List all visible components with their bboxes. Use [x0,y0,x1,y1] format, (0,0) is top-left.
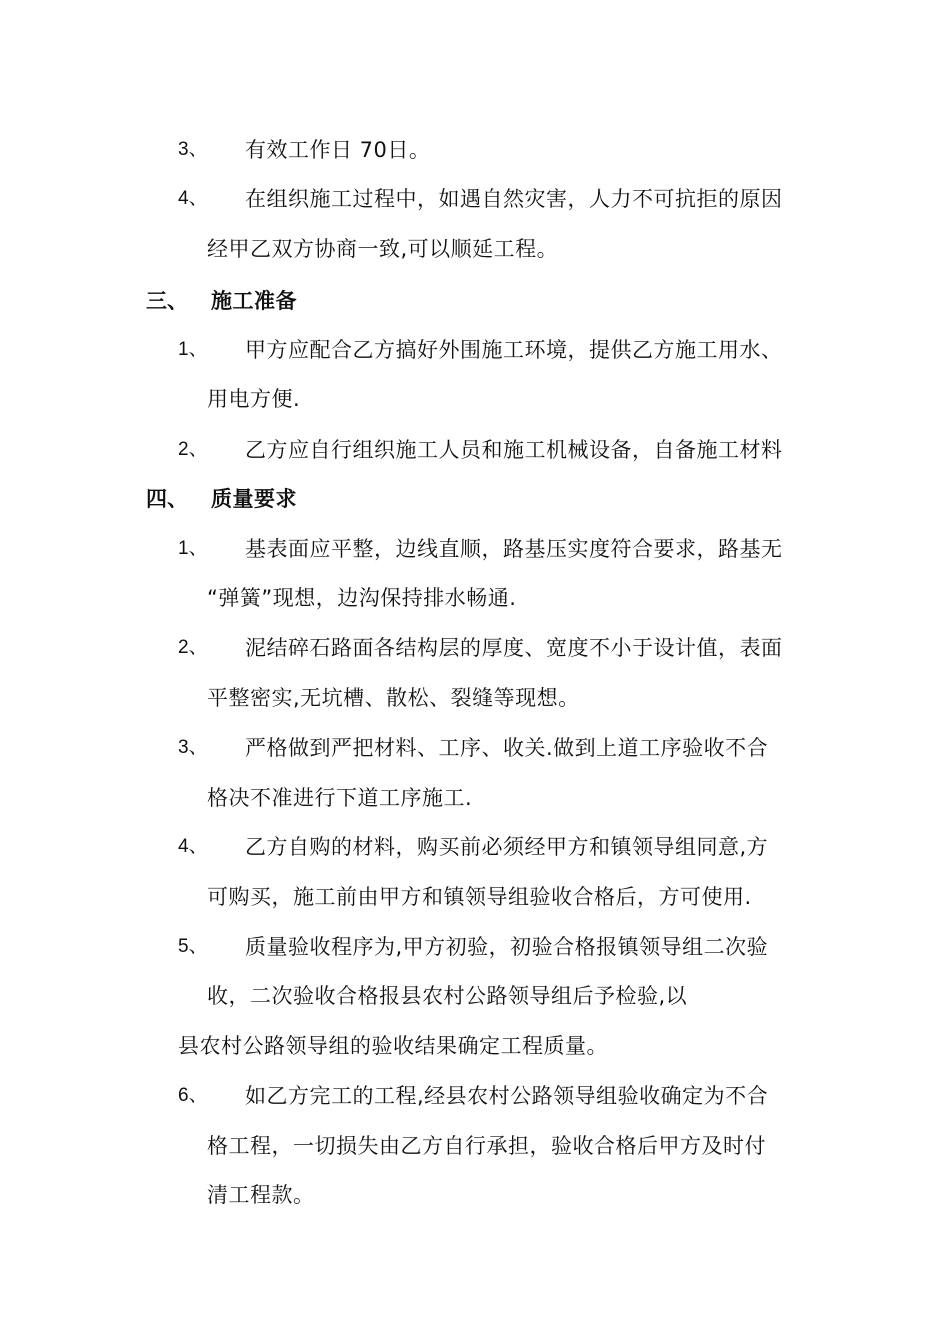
list-number: 3、 [178,737,208,758]
section-number: 四、 [146,487,188,511]
list-item-text: 用电方便. [207,387,301,411]
list-item-text: 县农村公路领导组的验收结果确定工程质量。 [178,1034,608,1058]
section-heading: 施工准备 [211,289,297,313]
list-number: 2、 [178,439,208,460]
list-number: 6、 [178,1085,208,1106]
list-item-text: 可购买，施工前由甲方和镇领导组验收合格后，方可使用. [207,885,752,909]
list-item-text: 有效工作日 70日。 [245,138,431,162]
list-item-text: 在组织施工过程中，如遇自然灾害，人力不可抗拒的原因 [245,187,783,211]
list-number: 4、 [178,836,208,857]
list-item-text: 泥结碎石路面各结构层的厚度、宽度不小于设计值，表面 [245,636,783,660]
list-number: 4、 [178,188,208,209]
list-item-text: 经甲乙双方协商一致,可以顺延工程。 [207,237,559,261]
list-item-text: 如乙方完工的工程,经县农村公路领导组验收确定为不合 [245,1084,769,1108]
list-number: 1、 [178,339,208,360]
list-item-text: 格工程，一切损失由乙方自行承担，验收合格后甲方及时付 [207,1134,766,1158]
list-item-text: 严格做到严把材料、工序、收关.做到上道工序验收不合 [245,736,769,760]
list-number: 5、 [178,936,208,957]
section-heading: 质量要求 [211,487,297,511]
list-number: 2、 [178,637,208,658]
list-item-text: 乙方自购的材料，购买前必须经甲方和镇领导组同意,方 [245,835,769,859]
list-item-text: 甲方应配合乙方搞好外围施工环境，提供乙方施工用水、 [245,338,783,362]
list-number: 3、 [178,139,208,160]
list-number: 1、 [178,538,208,559]
list-item-text: 格决不准进行下道工序施工. [207,786,473,810]
list-item-text: 收，二次验收合格报县农村公路领导组后予检验,以 [207,984,688,1008]
list-item-text: 清工程款。 [207,1183,315,1207]
list-item-text: 平整密实,无坑槽、散松、裂缝等现想。 [207,686,580,710]
list-item-text: 质量验收程序为,甲方初验，初验合格报镇领导组二次验 [245,935,769,959]
list-item-text: 乙方应自行组织施工人员和施工机械设备，自备施工材料 [245,438,783,462]
list-item-text: 基表面应平整，边线直顺，路基压实度符合要求，路基无 [245,537,783,561]
list-item-text: “弹簧”现想，边沟保持排水畅通. [207,586,517,610]
section-number: 三、 [146,289,188,313]
